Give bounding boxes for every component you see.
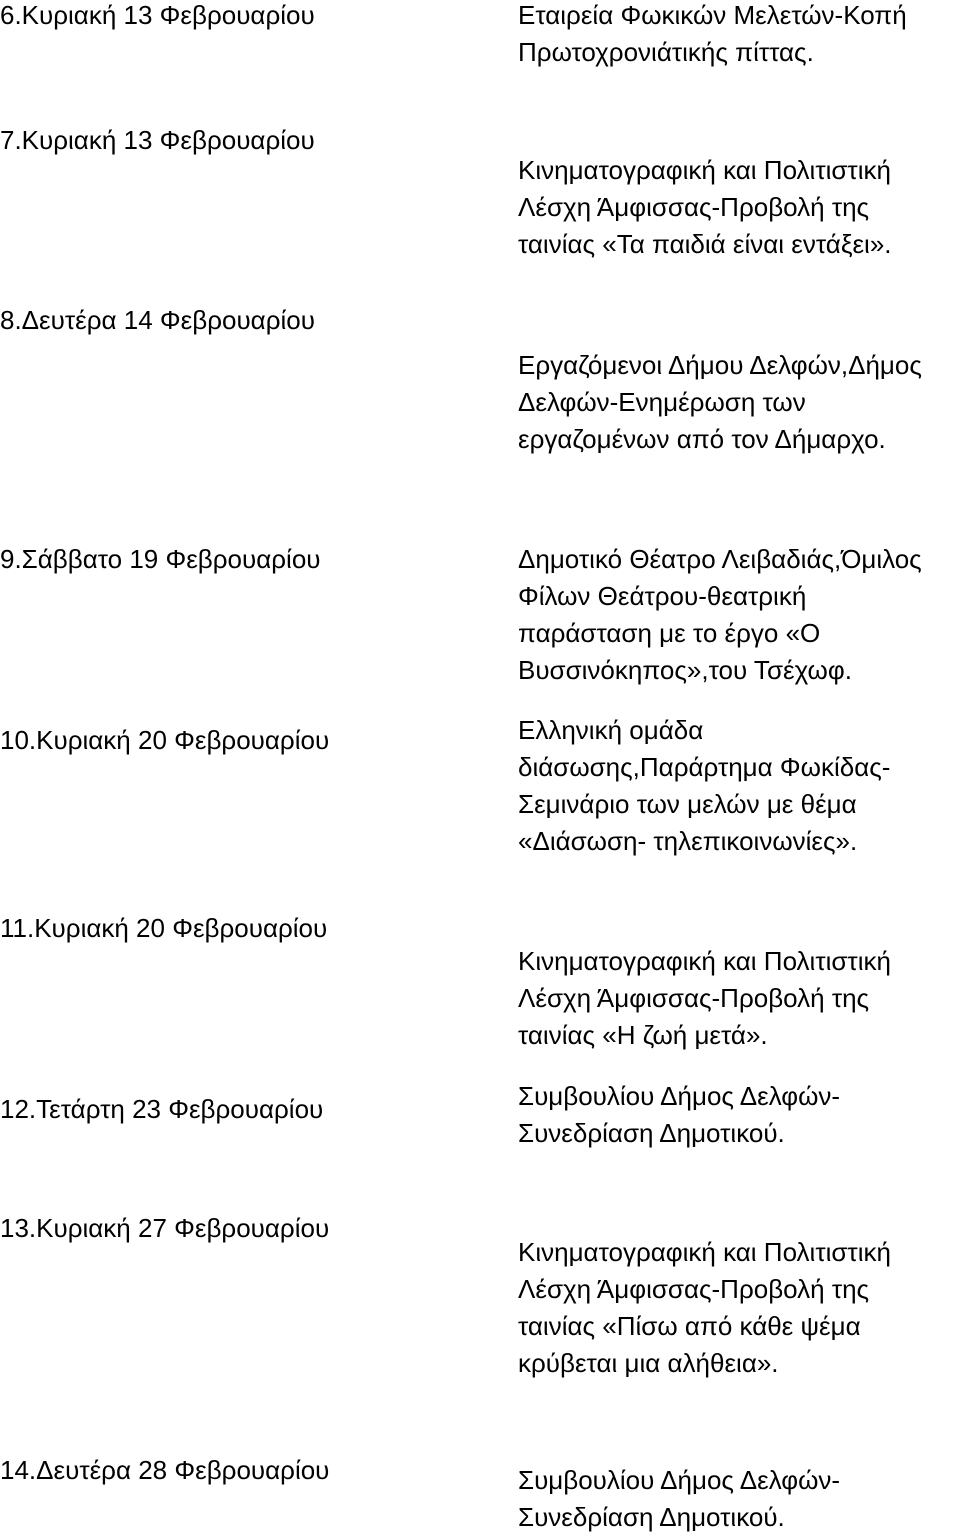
description-line: Δημοτικό Θέατρο Λειβαδιάς,Όμιλος: [518, 544, 922, 574]
description-line: Συμβουλίου Δήμος Δελφών-: [518, 1081, 841, 1111]
description-line: Λέσχη Άμφισσας-Προβολή της: [518, 983, 870, 1013]
event-description: [518, 712, 958, 860]
description-line: διάσωσης,Παράρτημα Φωκίδας-: [518, 752, 891, 782]
description-line: Κινηματογραφική και Πολιτιστική: [518, 1237, 891, 1267]
event-description: [518, 152, 958, 263]
description-line: Εταιρεία Φωκικών Μελετών-Κοπή: [518, 0, 907, 30]
event-description: [518, 1078, 958, 1152]
description-line: Κινηματογραφική και Πολιτιστική: [518, 946, 891, 976]
description-line: Βυσσινόκηπος»,του Τσέχωφ.: [518, 655, 852, 685]
description-line: Συνεδρίαση Δημοτικού.: [518, 1502, 785, 1532]
description-line: κρύβεται μια αλήθεια».: [518, 1348, 779, 1378]
event-date: 12.Τετάρτη 23 Φεβρουαρίου: [0, 1094, 324, 1124]
event-date: 11.Κυριακή 20 Φεβρουαρίου: [0, 913, 328, 943]
event-date: 8.Δευτέρα 14 Φεβρουαρίου: [0, 305, 315, 335]
description-line: Εργαζόμενοι Δήμου Δελφών,Δήμος: [518, 350, 922, 380]
description-line: «Διάσωση- τηλεπικοινωνίες».: [518, 826, 858, 856]
event-date: 10.Κυριακή 20 Φεβρουαρίου: [0, 725, 330, 755]
description-line: Φίλων Θεάτρου-θεατρική: [518, 581, 807, 611]
event-date: 14.Δευτέρα 28 Φεβρουαρίου: [0, 1455, 330, 1485]
description-line: Κινηματογραφική και Πολιτιστική: [518, 155, 891, 185]
event-description: [518, 0, 958, 71]
description-line: Πρωτοχρονιάτικής πίττας.: [518, 37, 814, 67]
description-line: Ελληνική ομάδα: [518, 715, 704, 745]
description-line: Συμβουλίου Δήμος Δελφών-: [518, 1465, 841, 1495]
description-line: Σεμινάριο των μελών με θέμα: [518, 789, 857, 819]
event-date: 6.Κυριακή 13 Φεβρουαρίου: [0, 0, 315, 30]
description-line: ταινίας «Πίσω από κάθε ψέμα: [518, 1311, 861, 1341]
description-line: Λέσχη Άμφισσας-Προβολή της: [518, 1274, 870, 1304]
event-description: [518, 347, 958, 458]
event-description: [518, 1234, 958, 1382]
event-date: 7.Κυριακή 13 Φεβρουαρίου: [0, 125, 315, 155]
description-line: ταινίας «Η ζωή μετά».: [518, 1020, 768, 1050]
description-line: παράσταση με το έργο «Ο: [518, 618, 821, 648]
description-line: Δελφών-Ενημέρωση των: [518, 387, 806, 417]
event-date: 13.Κυριακή 27 Φεβρουαρίου: [0, 1213, 330, 1243]
description-line: ταινίας «Τα παιδιά είναι εντάξει».: [518, 229, 892, 259]
description-line: εργαζομένων από τον Δήμαρχο.: [518, 424, 886, 454]
description-line: Συνεδρίαση Δημοτικού.: [518, 1118, 785, 1148]
event-date: 9.Σάββατο 19 Φεβρουαρίου: [0, 544, 321, 574]
event-description: [518, 541, 958, 689]
description-line: Λέσχη Άμφισσας-Προβολή της: [518, 192, 870, 222]
event-description: [518, 1462, 958, 1536]
event-description: [518, 943, 958, 1054]
